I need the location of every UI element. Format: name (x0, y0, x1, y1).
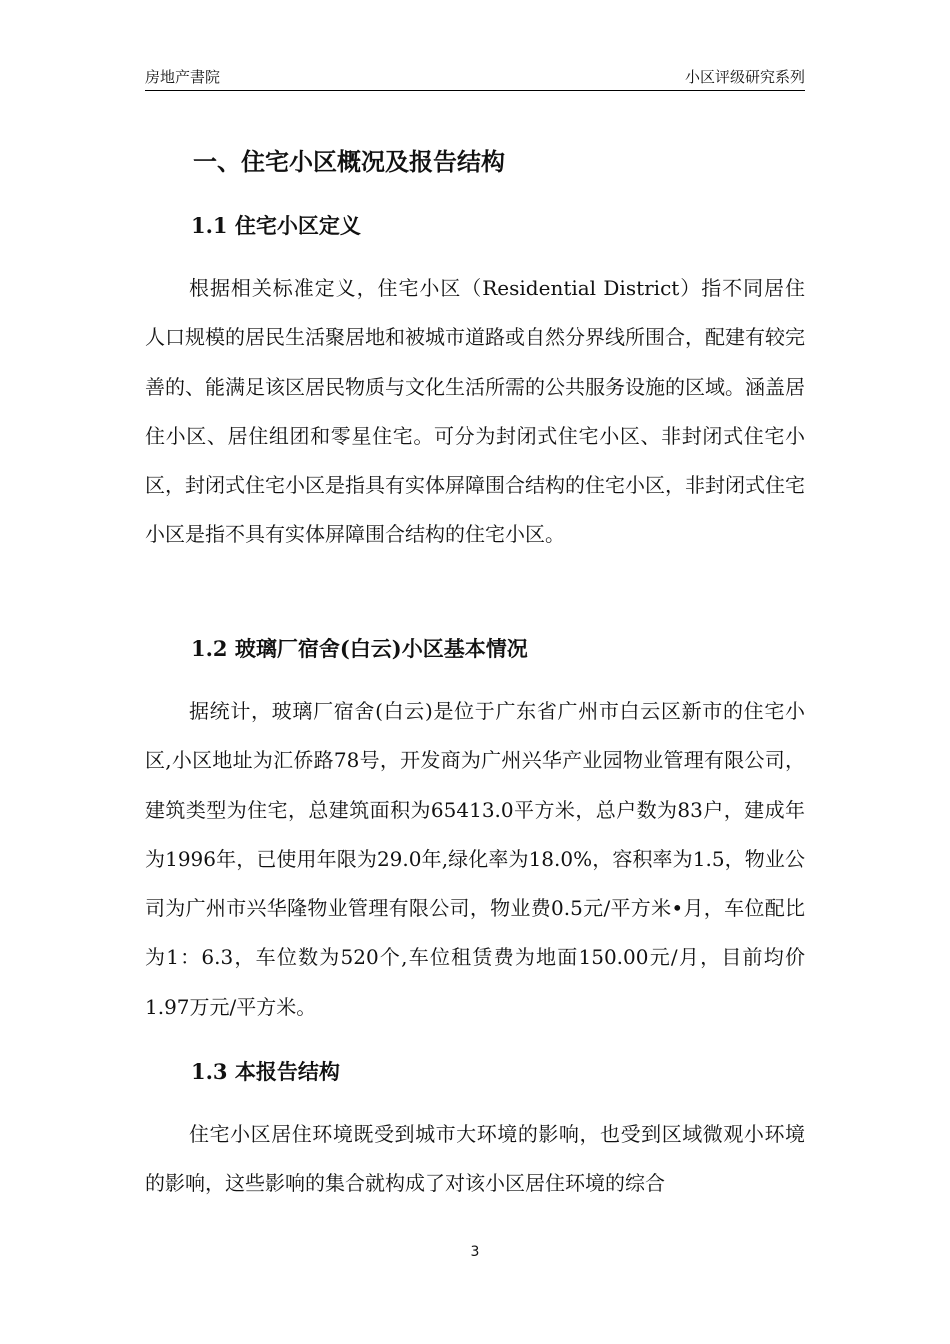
paragraph-report-structure: 住宅小区居住环境既受到城市大环境的影响，也受到区域微观小环境的影响，这些影响的集合就构成了对该小区居住环境的综合 (145, 1122, 805, 1196)
subsection-title-basic-info: 1.2 玻璃厂宿舍(白云)小区基本情况 (191, 636, 528, 661)
section-title: 一、住宅小区概况及报告结构 (193, 147, 505, 176)
page-header (145, 64, 805, 91)
header-series-title: 小区评级研究系列 (684, 68, 805, 86)
subsection-title-report-structure: 1.3 本报告结构 (191, 1059, 340, 1084)
subsection-title-definition: 1.1 住宅小区定义 (191, 213, 361, 238)
paragraph-definition: 根据相关标准定义，住宅小区（Residential District）指不同居住人口规模的居民生活聚居地和被城市道路或自然分界线所围合，配建有较完善的、能满足该区居民物质与文化生活所需的公共服务设施的区域。涵盖居住小区、居住组团和零星住宅。可分为封闭式住宅小区、非封闭式住宅小区，封闭式住宅小区是指具有实体屏障围合结构的住宅小区，非封闭式住宅小区是指不具有实体屏障围合结构的住宅小区。 (145, 276, 805, 547)
header-publisher: 房地产書院 (145, 68, 221, 86)
paragraph-basic-info: 据统计，玻璃厂宿舍(白云)是位于广东省广州市白云区新市的住宅小区,小区地址为汇侨路78号，开发商为广州兴华产业园物业管理有限公司，建筑类型为住宅，总建筑面积为65413.0平方米，总户数为83户，建成年为1996年，已使用年限为29.0年,绿化率为18.0%，容积率为1.5，物业公司为广州市兴华隆物业管理有限公司，物业费0.5元/平方米•月，车位配比为1：6.3，车位数为520个,车位租赁费为地面150.00元/月，目前均价1.97万元/平方米。 (145, 699, 805, 1019)
page-number: 3 (470, 1244, 480, 1260)
